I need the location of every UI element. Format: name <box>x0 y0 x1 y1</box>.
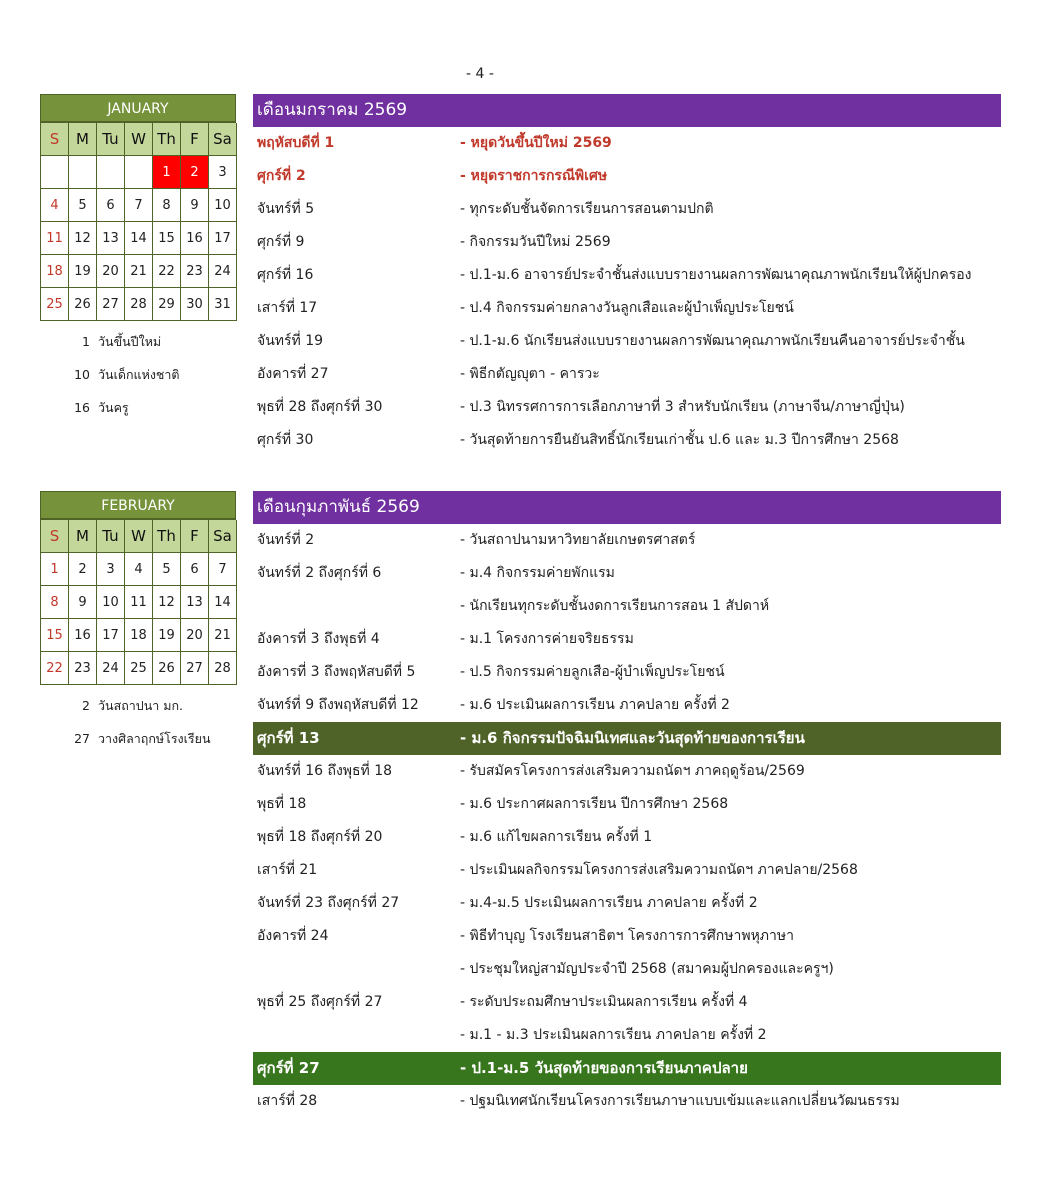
calendar-day: 26 <box>69 288 97 321</box>
legend-item <box>40 722 240 755</box>
event-description: - กิจกรรมวันปีใหม่ 2569 <box>460 234 611 250</box>
calendar-day: 12 <box>153 586 181 619</box>
calendar-day: 20 <box>97 255 125 288</box>
event-description: - ม.4-ม.5 ประเมินผลการเรียน ภาคปลาย ครั้งที่ 2 <box>460 895 758 911</box>
event-date: เสาร์ที่ 21 <box>257 862 318 878</box>
event-row <box>253 788 1001 821</box>
calendar-day: 24 <box>209 255 237 288</box>
event-date: จันทร์ที่ 5 <box>257 201 315 217</box>
calendar-day: 20 <box>181 619 209 652</box>
event-description: - รับสมัครโครงการส่งเสริมความถนัดฯ ภาคฤดูร้อน/2569 <box>460 763 805 779</box>
calendar-day: 8 <box>41 586 69 619</box>
legend-text: วางศิลาฤกษ์โรงเรียน <box>98 731 211 746</box>
weekday-header: F <box>181 123 209 156</box>
calendar-day: 4 <box>125 553 153 586</box>
event-date: พุธที่ 28 ถึงศุกร์ที่ 30 <box>257 399 383 415</box>
calendar-day: 29 <box>153 288 181 321</box>
calendar-day: 22 <box>41 652 69 685</box>
calendar-day: 23 <box>69 652 97 685</box>
calendar-day: 16 <box>181 222 209 255</box>
calendar-day: 7 <box>209 553 237 586</box>
calendar-day: 13 <box>97 222 125 255</box>
event-description: - ม.6 แก้ไขผลการเรียน ครั้งที่ 1 <box>460 829 653 845</box>
event-row <box>253 325 1001 358</box>
calendar-day: 27 <box>181 652 209 685</box>
calendar-day: 19 <box>153 619 181 652</box>
calendar-day: 3 <box>97 553 125 586</box>
calendar-day: 15 <box>41 619 69 652</box>
event-description: - ประเมินผลกิจกรรมโครงการส่งเสริมความถนัดฯ ภาคปลาย/2568 <box>460 862 858 878</box>
event-description: - ม.6 ประเมินผลการเรียน ภาคปลาย ครั้งที่ 2 <box>460 697 730 713</box>
calendar-day: 6 <box>97 189 125 222</box>
event-row <box>253 391 1001 424</box>
calendar-day: 22 <box>153 255 181 288</box>
calendar-day: 7 <box>125 189 153 222</box>
event-description: - ป.1-ม.5 วันสุดท้ายของการเรียนภาคปลาย <box>460 1059 748 1077</box>
legend-day: 16 <box>74 400 90 415</box>
february-calendar <box>40 491 236 685</box>
calendar-day: 5 <box>69 189 97 222</box>
event-description: - ป.1-ม.6 นักเรียนส่งแบบรายงานผลการพัฒนาคุณภาพนักเรียนคืนอาจารย์ประจำชั้น <box>460 333 965 349</box>
calendar-day: 9 <box>69 586 97 619</box>
legend-item <box>40 689 240 722</box>
event-description: - วันสุดท้ายการยืนยันสิทธิ์นักเรียนเก่าชั้น ป.6 และ ม.3 ปีการศึกษา 2568 <box>460 432 899 448</box>
legend-text: วันสถาปนา มก. <box>98 698 184 713</box>
event-row <box>253 755 1001 788</box>
calendar-day: 9 <box>181 189 209 222</box>
event-description: - ม.4 กิจกรรมค่ายพักแรม <box>460 565 615 581</box>
calendar-day: 18 <box>125 619 153 652</box>
calendar-day: 13 <box>181 586 209 619</box>
event-row <box>253 193 1001 226</box>
event-row <box>253 821 1001 854</box>
legend-day: 2 <box>82 698 90 713</box>
calendar-day: 1 <box>153 156 181 189</box>
event-date: จันทร์ที่ 9 ถึงพฤหัสบดีที่ 12 <box>257 697 419 713</box>
calendar-day: 16 <box>69 619 97 652</box>
calendar-day: 6 <box>181 553 209 586</box>
weekday-header: F <box>181 520 209 553</box>
event-description: - นักเรียนทุกระดับชั้นงดการเรียนการสอน 1 สัปดาห์ <box>460 598 770 614</box>
event-row <box>253 259 1001 292</box>
calendar-day: 25 <box>41 288 69 321</box>
calendar-day: 8 <box>153 189 181 222</box>
event-date: จันทร์ที่ 19 <box>257 333 324 349</box>
event-date: จันทร์ที่ 23 ถึงศุกร์ที่ 27 <box>257 895 400 911</box>
calendar-day: 21 <box>125 255 153 288</box>
calendar-day: 5 <box>153 553 181 586</box>
event-date: จันทร์ที่ 2 <box>257 532 315 548</box>
event-date: พุธที่ 18 ถึงศุกร์ที่ 20 <box>257 829 383 845</box>
event-row <box>253 623 1001 656</box>
calendar-empty-cell <box>97 156 125 189</box>
event-date: เสาร์ที่ 28 <box>257 1093 318 1109</box>
event-row <box>253 292 1001 325</box>
event-description: - หยุดราชการกรณีพิเศษ <box>460 168 608 184</box>
calendar-day: 19 <box>69 255 97 288</box>
legend-item <box>40 358 240 391</box>
calendar-day: 15 <box>153 222 181 255</box>
weekday-header: W <box>125 123 153 156</box>
weekday-header: Th <box>153 123 181 156</box>
calendar-day: 17 <box>97 619 125 652</box>
event-row <box>253 1085 1001 1118</box>
calendar-day: 18 <box>41 255 69 288</box>
weekday-header: Tu <box>97 520 125 553</box>
event-date: อังคารที่ 3 ถึงพุธที่ 4 <box>257 631 380 647</box>
calendar-day: 11 <box>41 222 69 255</box>
weekday-header: M <box>69 123 97 156</box>
event-row <box>253 953 1001 986</box>
event-date: พุธที่ 25 ถึงศุกร์ที่ 27 <box>257 994 383 1010</box>
calendar-title: FEBRUARY <box>40 491 236 519</box>
event-date: ศุกร์ที่ 2 <box>257 168 306 184</box>
january-events <box>253 94 1001 457</box>
event-description: - ปฐมนิเทศนักเรียนโครงการเรียนภาษาแบบเข้มและแลกเปลี่ยนวัฒนธรรม <box>460 1093 900 1109</box>
calendar-day: 4 <box>41 189 69 222</box>
calendar-grid <box>40 122 236 321</box>
weekday-header: S <box>41 520 69 553</box>
event-description: - หยุดวันขึ้นปีใหม่ 2569 <box>460 135 612 151</box>
event-description: - ป.1-ม.6 อาจารย์ประจำชั้นส่งแบบรายงานผลการพัฒนาคุณภาพนักเรียนให้ผู้ปกครอง <box>460 267 972 283</box>
page-number: - 4 - <box>466 66 494 82</box>
event-description: - ม.1 โครงการค่ายจริยธรรม <box>460 631 634 647</box>
calendar-day: 2 <box>69 553 97 586</box>
calendar-empty-cell <box>41 156 69 189</box>
event-description: - ป.5 กิจกรรมค่ายลูกเสือ-ผู้บำเพ็ญประโยชน์ <box>460 664 725 680</box>
calendar-day: 14 <box>125 222 153 255</box>
event-date: ศุกร์ที่ 9 <box>257 234 305 250</box>
event-row <box>253 424 1001 457</box>
event-row <box>253 160 1001 193</box>
legend-item <box>40 325 240 358</box>
calendar-grid <box>40 519 236 685</box>
event-row <box>253 590 1001 623</box>
legend-day: 27 <box>74 731 90 746</box>
calendar-day: 11 <box>125 586 153 619</box>
event-date: อังคารที่ 24 <box>257 928 329 944</box>
event-description: - วันสถาปนามหาวิทยาลัยเกษตรศาสตร์ <box>460 532 696 548</box>
legend-day: 10 <box>74 367 90 382</box>
event-row <box>253 920 1001 953</box>
legend-day: 1 <box>82 334 90 349</box>
event-date: อังคารที่ 27 <box>257 366 329 382</box>
weekday-header: M <box>69 520 97 553</box>
weekday-header: Sa <box>209 520 237 553</box>
event-row <box>253 722 1001 755</box>
event-description: - ม.1 - ม.3 ประเมินผลการเรียน ภาคปลาย ครั้งที่ 2 <box>460 1027 767 1043</box>
calendar-day: 10 <box>209 189 237 222</box>
weekday-header: S <box>41 123 69 156</box>
legend-text: วันเด็กแห่งชาติ <box>98 367 180 382</box>
event-description: - พิธีกตัญญุตา - คารวะ <box>460 366 600 382</box>
calendar-day: 28 <box>125 288 153 321</box>
event-description: - ทุกระดับชั้นจัดการเรียนการสอนตามปกติ <box>460 201 714 217</box>
event-date: ศุกร์ที่ 16 <box>257 267 314 283</box>
event-row <box>253 887 1001 920</box>
event-row <box>253 524 1001 557</box>
month-title-bar: เดือนมกราคม 2569 <box>253 94 1001 127</box>
calendar-day: 3 <box>209 156 237 189</box>
event-description: - ประชุมใหญ่สามัญประจำปี 2568 (สมาคมผู้ปกครองและครูฯ) <box>460 961 834 977</box>
event-description: - ม.6 กิจกรรมปัจฉิมนิเทศและวันสุดท้ายของการเรียน <box>460 729 805 747</box>
calendar-day: 12 <box>69 222 97 255</box>
event-date: ศุกร์ที่ 27 <box>257 1059 320 1077</box>
calendar-day: 31 <box>209 288 237 321</box>
event-row <box>253 854 1001 887</box>
event-date: อังคารที่ 3 ถึงพฤหัสบดีที่ 5 <box>257 664 416 680</box>
event-date: พุธที่ 18 <box>257 796 307 812</box>
event-date: เสาร์ที่ 17 <box>257 300 318 316</box>
january-calendar <box>40 94 236 321</box>
event-row <box>253 986 1001 1019</box>
calendar-day: 28 <box>209 652 237 685</box>
calendar-day: 2 <box>181 156 209 189</box>
calendar-empty-cell <box>125 156 153 189</box>
weekday-header: W <box>125 520 153 553</box>
event-row <box>253 557 1001 590</box>
legend-text: วันขึ้นปีใหม่ <box>98 334 162 349</box>
weekday-header: Sa <box>209 123 237 156</box>
calendar-day: 21 <box>209 619 237 652</box>
calendar-day: 10 <box>97 586 125 619</box>
calendar-day: 30 <box>181 288 209 321</box>
event-date: จันทร์ที่ 2 ถึงศุกร์ที่ 6 <box>257 565 382 581</box>
event-description: - พิธีทำบุญ โรงเรียนสาธิตฯ โครงการการศึกษาพหุภาษา <box>460 928 794 944</box>
event-date: พฤหัสบดีที่ 1 <box>257 135 335 151</box>
event-row <box>253 127 1001 160</box>
event-row <box>253 358 1001 391</box>
calendar-day: 27 <box>97 288 125 321</box>
event-date: ศุกร์ที่ 13 <box>257 729 320 747</box>
event-description: - ป.3 นิทรรศการการเลือกภาษาที่ 3 สำหรับนักเรียน (ภาษาจีน/ภาษาญี่ปุ่น) <box>460 399 905 415</box>
calendar-day: 25 <box>125 652 153 685</box>
event-row <box>253 1019 1001 1052</box>
event-date: ศุกร์ที่ 30 <box>257 432 314 448</box>
calendar-day: 14 <box>209 586 237 619</box>
calendar-day: 23 <box>181 255 209 288</box>
february-holiday-legend <box>40 689 240 755</box>
january-holiday-legend <box>40 325 240 424</box>
event-description: - ม.6 ประกาศผลการเรียน ปีการศึกษา 2568 <box>460 796 729 812</box>
month-title-bar: เดือนกุมภาพันธ์ 2569 <box>253 491 1001 524</box>
event-date: จันทร์ที่ 16 ถึงพุธที่ 18 <box>257 763 393 779</box>
legend-text: วันครู <box>98 400 129 415</box>
event-row <box>253 1052 1001 1085</box>
weekday-header: Th <box>153 520 181 553</box>
february-events <box>253 491 1001 1118</box>
event-row <box>253 226 1001 259</box>
calendar-day: 24 <box>97 652 125 685</box>
event-description: - ป.4 กิจกรรมค่ายกลางวันลูกเสือและผู้บำเพ็ญประโยชน์ <box>460 300 794 316</box>
calendar-title: JANUARY <box>40 94 236 122</box>
calendar-day: 17 <box>209 222 237 255</box>
calendar-day: 1 <box>41 553 69 586</box>
legend-item <box>40 391 240 424</box>
calendar-empty-cell <box>69 156 97 189</box>
event-row <box>253 689 1001 722</box>
calendar-day: 26 <box>153 652 181 685</box>
weekday-header: Tu <box>97 123 125 156</box>
event-description: - ระดับประถมศึกษาประเมินผลการเรียน ครั้งที่ 4 <box>460 994 748 1010</box>
event-row <box>253 656 1001 689</box>
